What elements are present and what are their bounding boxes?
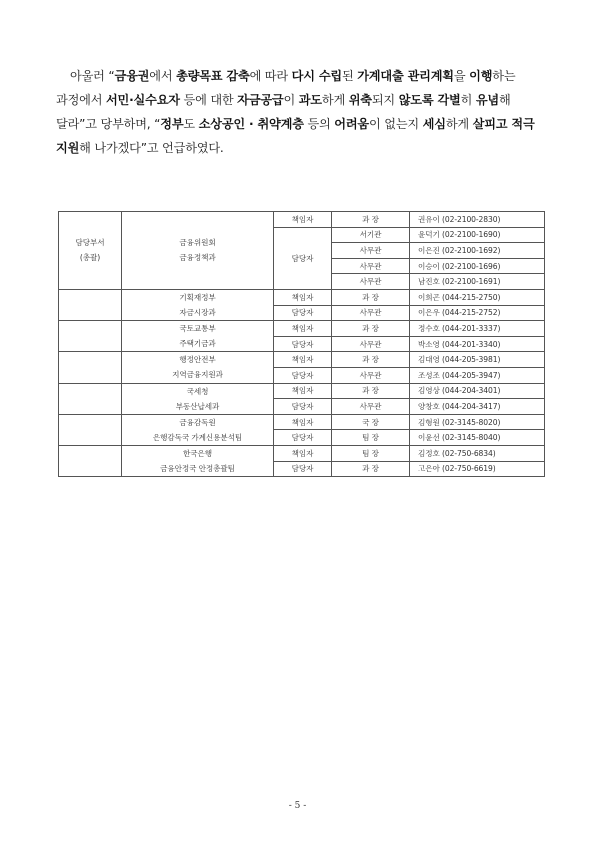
emphasis-text: 총량목표 감축 <box>176 69 250 83</box>
title-cell: 과 장 <box>332 383 410 399</box>
title-cell: 국 장 <box>332 414 410 430</box>
body-text: 이 없는지 <box>369 117 423 131</box>
title-cell: 사무관 <box>332 274 410 290</box>
table-row <box>59 212 545 228</box>
body-text: 을 <box>453 69 470 83</box>
table-row <box>59 383 545 399</box>
body-text: 되지 <box>371 93 399 107</box>
contact-cell: 이은우 (044-215-2752) <box>410 305 545 321</box>
body-text: 이 <box>283 93 299 107</box>
body-text: 해 나가겠다”고 언급하였다. <box>79 141 224 155</box>
role-cell: 담당자 <box>274 367 332 383</box>
org-cell: 국토교통부 주택기금과 <box>122 321 274 352</box>
org-cell: 금융감독원 은행감독국 가계신용분석팀 <box>122 414 274 445</box>
table-row <box>59 321 545 337</box>
body-text: 된 <box>341 69 358 83</box>
emphasis-text: 않도록 각별 <box>398 93 461 107</box>
title-cell: 사무관 <box>332 243 410 259</box>
emphasis-text: 서민·실수요자 <box>105 93 180 107</box>
body-text: 등의 <box>303 117 335 131</box>
contact-cell: 고은아 (02-750-6619) <box>410 461 545 477</box>
body-text: 에 따라 <box>249 69 292 83</box>
emphasis-text: 소상공인 · 취약계층 <box>198 117 304 131</box>
contact-cell: 김정호 (02-750-6834) <box>410 445 545 461</box>
body-text: 등에 대한 <box>179 93 238 107</box>
title-cell: 과 장 <box>332 212 410 228</box>
body-text: 하게 <box>321 93 349 107</box>
emphasis-text: 자금공급 <box>237 93 284 107</box>
emphasis-text: 가계대출 관리계획 <box>357 69 454 83</box>
title-cell: 사무관 <box>332 305 410 321</box>
title-cell: 과 장 <box>332 289 410 305</box>
role-cell: 담당자 <box>274 399 332 415</box>
dept-cell <box>59 414 122 445</box>
role-cell: 담당자 <box>274 305 332 321</box>
dept-cell: 담당부서 (총괄) <box>59 212 122 290</box>
title-cell: 팀 장 <box>332 445 410 461</box>
dept-cell <box>59 321 122 352</box>
org-cell: 기획재정부 자금시장과 <box>122 289 274 320</box>
dept-cell <box>59 383 122 414</box>
dept-cell <box>59 289 122 320</box>
emphasis-text: 세심 <box>422 117 446 131</box>
table-row <box>59 414 545 430</box>
role-cell: 담당자 <box>274 461 332 477</box>
body-text: 하게 <box>445 117 473 131</box>
body-text: 에서 <box>149 69 177 83</box>
title-cell: 과 장 <box>332 352 410 368</box>
emphasis-text: 정부 <box>160 117 184 131</box>
table-row <box>59 352 545 368</box>
contact-cell: 조성조 (044-205-3947) <box>410 367 545 383</box>
role-cell: 담당자 <box>274 336 332 352</box>
contact-cell: 윤덕기 (02-2100-1690) <box>410 227 545 243</box>
table-row <box>59 289 545 305</box>
contact-cell: 정수호 (044-201-3337) <box>410 321 545 337</box>
title-cell: 팀 장 <box>332 430 410 446</box>
role-cell: 책임자 <box>274 321 332 337</box>
page-number: - 5 - <box>288 801 307 811</box>
title-cell: 과 장 <box>332 461 410 477</box>
org-cell: 행정안전부 지역금융지원과 <box>122 352 274 383</box>
emphasis-text: 다시 수립 <box>291 69 342 83</box>
contact-cell: 이승이 (02-2100-1696) <box>410 258 545 274</box>
table-row <box>59 445 545 461</box>
contact-cell: 이윤선 (02-3145-8040) <box>410 430 545 446</box>
role-cell: 책임자 <box>274 212 332 228</box>
contact-cell: 이은진 (02-2100-1692) <box>410 243 545 259</box>
emphasis-text: 위축 <box>348 93 372 107</box>
role-cell: 책임자 <box>274 414 332 430</box>
body-text: 하는 과정에서 <box>56 69 516 107</box>
contact-cell: 김형원 (02-3145-8020) <box>410 414 545 430</box>
contact-cell: 이희곤 (044-215-2750) <box>410 289 545 305</box>
role-cell: 담당자 <box>274 430 332 446</box>
role-cell: 책임자 <box>274 289 332 305</box>
contact-cell: 김대영 (044-205-3981) <box>410 352 545 368</box>
title-cell: 사무관 <box>332 367 410 383</box>
contact-cell: 박소영 (044-201-3340) <box>410 336 545 352</box>
contact-cell: 김영상 (044-204-3401) <box>410 383 545 399</box>
title-cell: 사무관 <box>332 258 410 274</box>
dept-cell <box>59 352 122 383</box>
emphasis-text: 유념 <box>475 93 500 107</box>
role-cell: 책임자 <box>274 383 332 399</box>
body-text: 히 <box>460 93 476 107</box>
emphasis-text: 금융권 <box>114 69 150 83</box>
contact-cell: 남진호 (02-2100-1691) <box>410 274 545 290</box>
contact-cell: 양창호 (044-204-3417) <box>410 399 545 415</box>
title-cell: 사무관 <box>332 336 410 352</box>
title-cell: 사무관 <box>332 399 410 415</box>
emphasis-text: 어려움 <box>334 117 370 131</box>
emphasis-text: 이행 <box>469 69 493 83</box>
dept-cell <box>59 445 122 476</box>
role-cell: 담당자 <box>274 227 332 289</box>
emphasis-text: 살피고 적극 지원 <box>56 117 535 155</box>
title-cell: 과 장 <box>332 321 410 337</box>
org-cell: 금융위원회 금융정책과 <box>122 212 274 290</box>
title-cell: 서기관 <box>332 227 410 243</box>
emphasis-text: 과도 <box>298 93 322 107</box>
body-text: 도 <box>183 117 199 131</box>
contact-table <box>58 211 545 477</box>
org-cell: 한국은행 금융안정국 안정총괄팀 <box>122 445 274 476</box>
body-text: 해 달라”고 당부하며, “ <box>56 93 511 131</box>
body-paragraph <box>56 64 542 160</box>
body-text: 아울러 “ <box>70 69 115 83</box>
contact-cell: 권유이 (02-2100-2830) <box>410 212 545 228</box>
org-cell: 국세청 부동산납세과 <box>122 383 274 414</box>
role-cell: 책임자 <box>274 445 332 461</box>
role-cell: 책임자 <box>274 352 332 368</box>
